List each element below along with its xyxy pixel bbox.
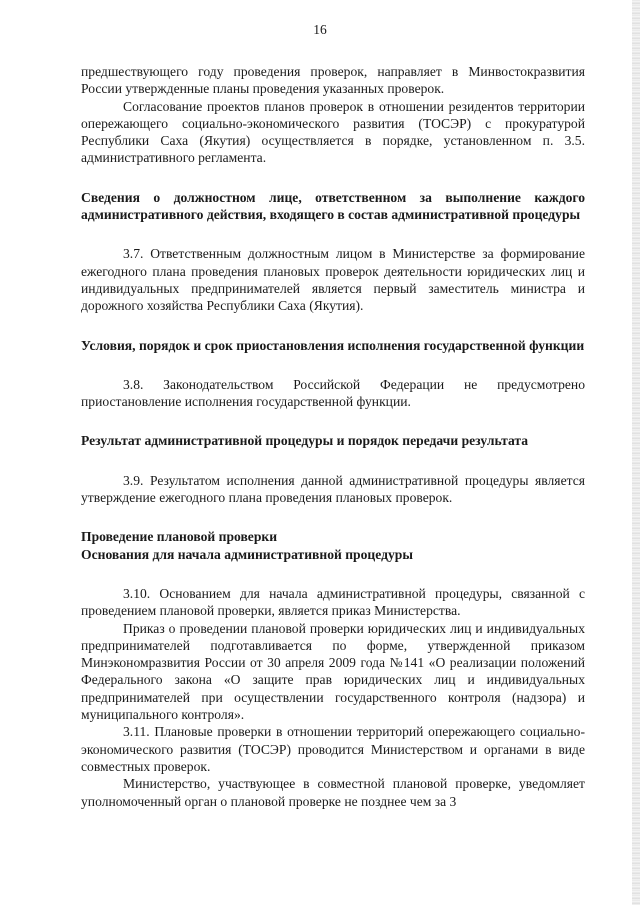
page-number: 16 (313, 22, 327, 37)
section-subheading: Основания для начала административной процедуры (81, 546, 413, 562)
section-heading: Условия, порядок и срок приостановления исполнения государственной функции (81, 337, 585, 353)
paragraph: предшествующего году проведения проверок, направляет в Минвостокразвития России утвержденные планы проведения указанных проверок. (81, 64, 585, 97)
document-body (81, 63, 585, 810)
section-heading: Результат административной процедуры и порядок передачи результата (81, 433, 529, 449)
section-heading: Проведение плановой проверки (81, 529, 278, 545)
paragraph: 3.10. Основанием для начала административной процедуры, связанной с проведением плановой проверки, является приказ Министерства. (81, 585, 585, 619)
paragraph: Министерство, участвующее в совместной плановой проверке, уведомляет уполномоченный орган о плановой проверке не позднее чем за 3 (81, 776, 585, 809)
scan-edge-artifact (632, 0, 640, 905)
paragraph: 3.8. Законодательством Российской Федерации не предусмотрено приостановление исполнения государственной функции. (81, 376, 585, 410)
section-heading: Сведения о должностном лице, ответственном за выполнение каждого административного действия, входящего в состав административной процедуры (81, 189, 585, 223)
paragraph: Согласование проектов планов проверок в отношении резидентов территории опережающего социально-экономического развития (ТОСЭР) с прокуратурой Республики Саха (Якутия) осуществляется в порядке, установленном п. 3.5. административного регламента. (81, 98, 585, 166)
paragraph: 3.9. Результатом исполнения данной административной процедуры является утверждение ежегодного плана проведения плановых проверок. (81, 472, 585, 506)
paragraph: 3.7. Ответственным должностным лицом в Министерстве за формирование ежегодного плана проведения плановых проверок деятельности юридических лиц и индивидуальных предпринимателей является первый заместитель министра и дорожного хозяйства Республики Саха (Якутия). (81, 246, 585, 314)
paragraph: 3.11. Плановые проверки в отношении территорий опережающего социально-экономического развития (ТОСЭР) проводится Министерством и органами в виде совместных проверок. (81, 724, 585, 774)
paragraph: Приказ о проведении плановой проверки юридических лиц и индивидуальных предпринимателей подготавливается по форме, утвержденной приказом Минэкономразвития России от 30 апреля 2009 года №141 «О реализации положений Федерального закона «О защите прав юридических лиц и индивидуальных предпринимателей при осуществлении государственного контроля (надзора) и муниципального контроля». (81, 620, 585, 723)
